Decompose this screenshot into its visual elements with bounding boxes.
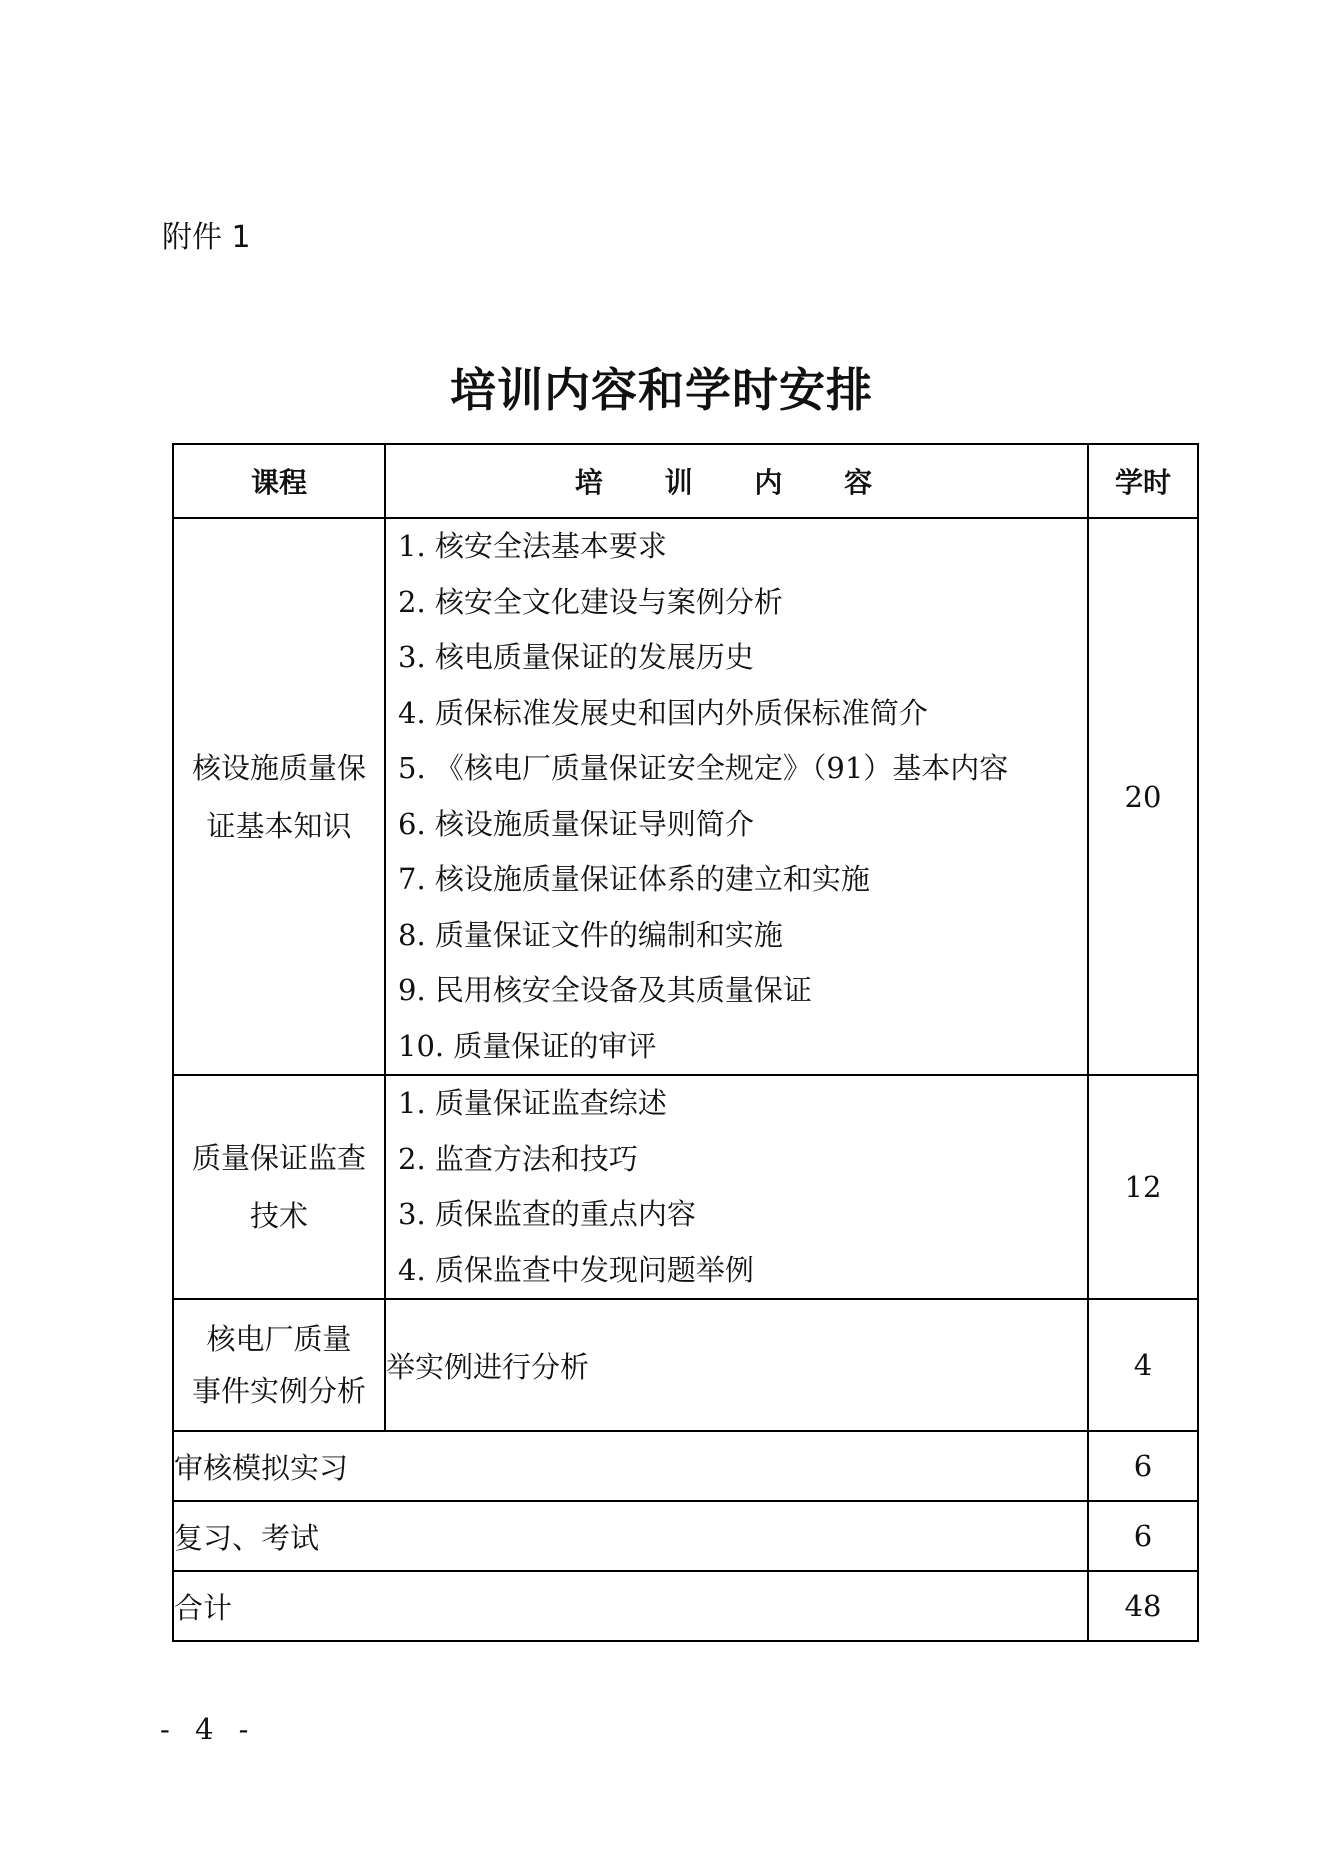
- list-item: 2. 监查方法和技巧: [398, 1141, 638, 1176]
- course-name: 复习、考试: [173, 1501, 1088, 1571]
- list-item: 5. 《核电厂质量保证安全规定》（91）基本内容: [398, 751, 1009, 785]
- course-name: 审核模拟实习: [173, 1431, 1088, 1501]
- course-name: 核电厂质量 事件实例分析: [173, 1299, 385, 1431]
- total-label: 合计: [173, 1571, 1088, 1641]
- hours-value: 20: [1088, 518, 1198, 1075]
- hours-value: 6: [1088, 1501, 1198, 1571]
- content-list: [385, 1075, 1088, 1299]
- list-item: 9. 民用核安全设备及其质量保证: [398, 973, 812, 1007]
- column-header-course: 课程: [173, 444, 385, 518]
- course-name: 核设施质量保 证基本知识: [173, 518, 385, 1075]
- content-text: 举实例进行分析: [385, 1299, 1088, 1431]
- training-schedule-table: [172, 443, 1199, 1642]
- table-row: [173, 1501, 1198, 1571]
- list-item: 6. 核设施质量保证导则简介: [398, 806, 754, 841]
- table-header-row: [173, 444, 1198, 518]
- page-number: - 4 -: [160, 1712, 257, 1746]
- table-row: [173, 1299, 1198, 1431]
- column-header-hours: 学时: [1088, 444, 1198, 518]
- list-item: 1. 质量保证监查综述: [398, 1086, 667, 1120]
- table-row: [173, 1571, 1198, 1641]
- course-name: 质量保证监查 技术: [173, 1075, 385, 1299]
- table-row: [173, 1075, 1198, 1299]
- hours-value: 6: [1088, 1431, 1198, 1501]
- content-list: [385, 518, 1088, 1075]
- attachment-label: 附件 1: [162, 220, 251, 255]
- list-item: 3. 质保监查的重点内容: [398, 1197, 696, 1231]
- list-item: 7. 核设施质量保证体系的建立和实施: [398, 862, 870, 896]
- list-item: 8. 质量保证文件的编制和实施: [398, 917, 783, 952]
- list-item: 2. 核安全文化建设与案例分析: [398, 584, 783, 619]
- hours-value: 4: [1088, 1299, 1198, 1431]
- list-item: 3. 核电质量保证的发展历史: [398, 640, 754, 674]
- list-item: 4. 质保标准发展史和国内外质保标准简介: [398, 695, 928, 730]
- list-item: 10. 质量保证的审评: [398, 1028, 657, 1063]
- table-row: [173, 1431, 1198, 1501]
- list-item: 4. 质保监查中发现问题举例: [398, 1252, 754, 1287]
- total-hours: 48: [1088, 1571, 1198, 1641]
- list-item: 1. 核安全法基本要求: [398, 529, 667, 563]
- hours-value: 12: [1088, 1075, 1198, 1299]
- document-title: 培训内容和学时安排: [450, 363, 873, 417]
- column-header-content: 培 训 内 容: [385, 444, 1088, 518]
- table-row: [173, 518, 1198, 1075]
